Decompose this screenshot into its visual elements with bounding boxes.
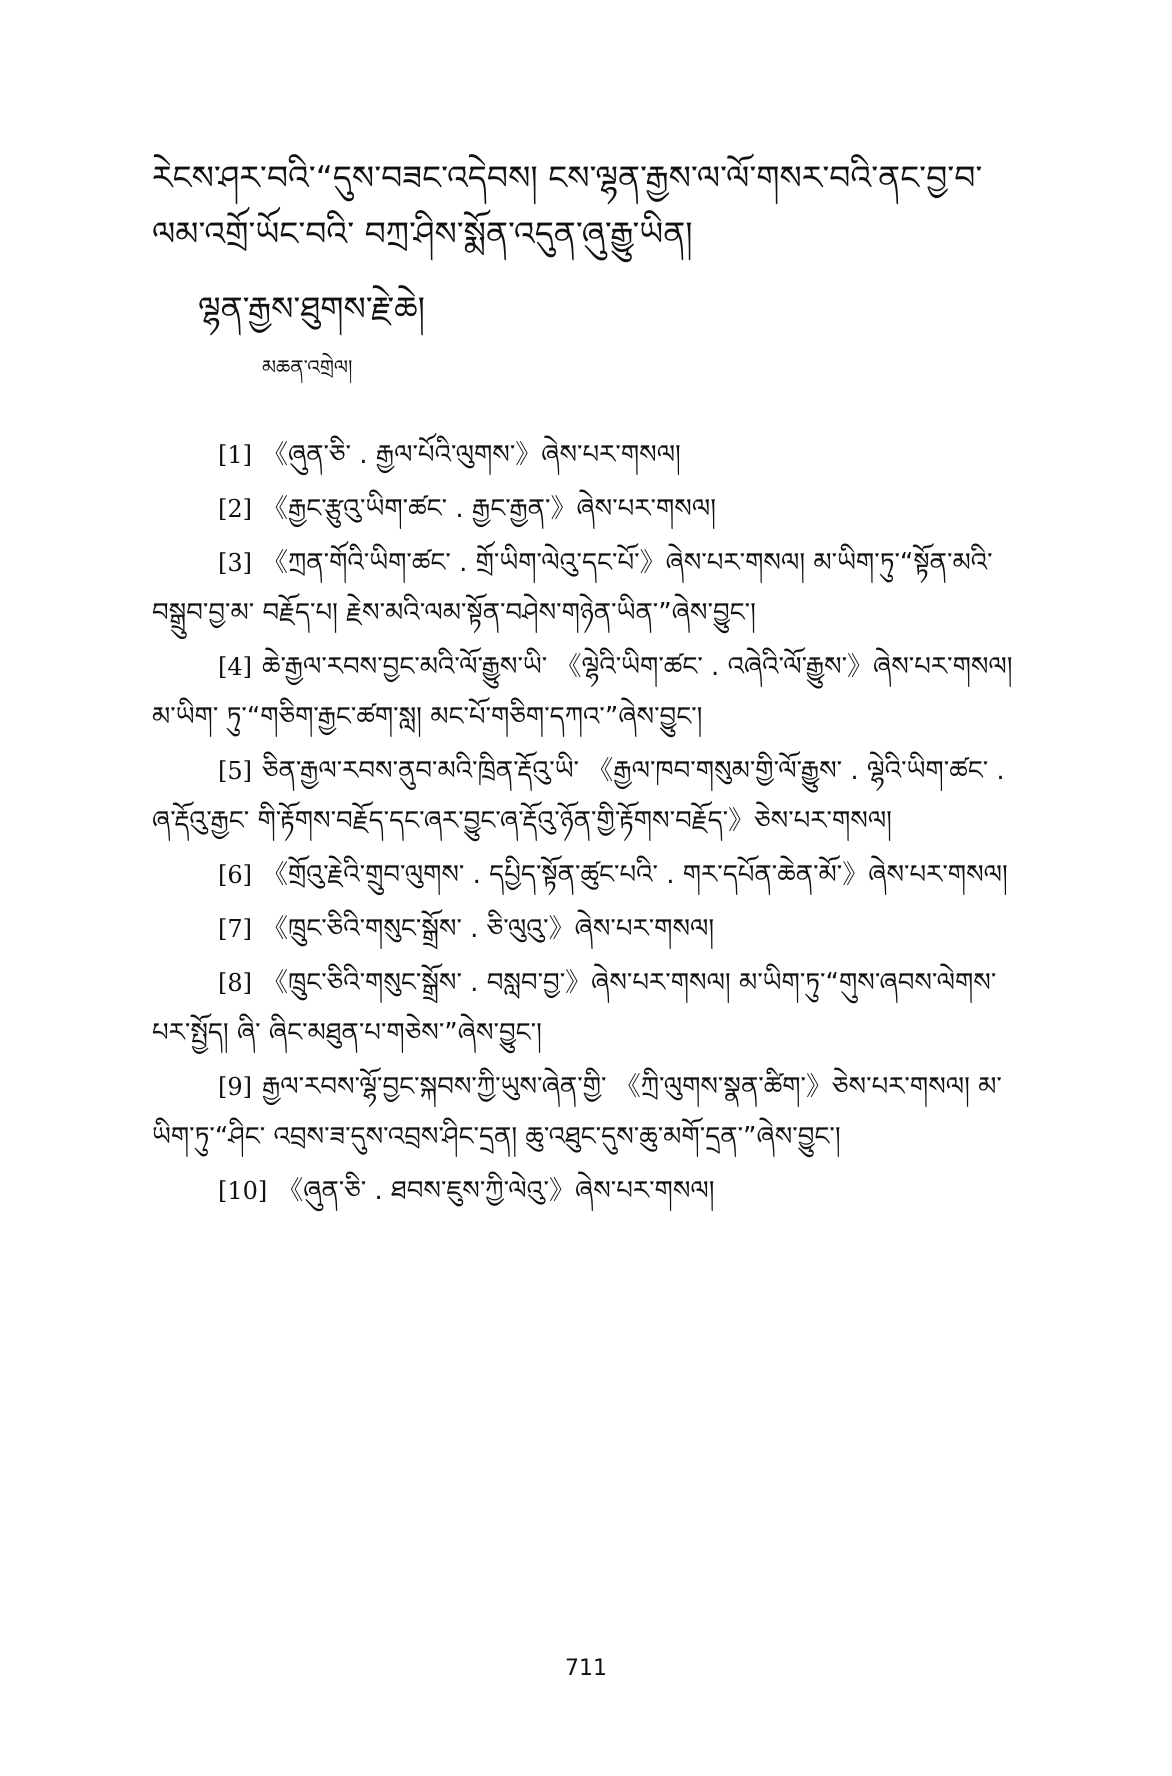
note-text: ཅིན་རྒྱལ་རབས་ནུབ་མའི་ཁྲིན་རྡོའུ་ཡི་ 《རྒྱལ་ཁབ་གསུམ་གྱི་ལོ་རྒྱུས་ . ལྷེའི་ཡིག་ཚང་ . ཞ་རྡོའུ་རྒྱང་ གི་རྟོགས་བརྗོད་དང་ཞར་བྱུང་ཞ་རྡོའུ་ཉོན་གྱི་རྟོགས་བརྗོད་》ཅེས་པར་གསལ།: [152, 756, 1005, 836]
note-text: 《རྒྱང་རྩུའུ་ཡིག་ཚང་ . རྒྱང་རྒྱན་》ཞེས་པར་གསལ།: [262, 494, 716, 524]
note-item: [152, 958, 1032, 1058]
note-text: 《ཁྲུང་ཅིའི་གསུང་སྒྲོས་ . ཅི་ལུའུ་》ཞེས་པར་གསལ།: [262, 914, 715, 944]
notes-heading: མཆན་འགྲེལ།: [262, 355, 353, 379]
note-item: [152, 850, 1032, 900]
note-number: [1]: [218, 441, 252, 469]
note-text: 《ཀྲན་གོའི་ཡིག་ཚང་ . གྲོ་ཡིག་ལེའུ་དང་པོ་》ཞེས་པར་གསལ། མ་ཡིག་ཏུ་“སྟོན་མའི་བསྒྲུབ་བྱ་མ་ བརྗོད་པ། རྗེས་མའི་ལམ་སྟོན་བཤེས་གཉེན་ཡིན་”ཞེས་བྱུང་།: [152, 548, 993, 628]
note-number: [8]: [218, 969, 252, 997]
note-number: [9]: [218, 1073, 252, 1101]
note-item: [152, 746, 1032, 846]
note-item: [152, 642, 1032, 742]
notes-list: [152, 430, 1032, 1220]
note-item: [152, 1062, 1032, 1162]
note-item: [152, 430, 1032, 480]
body-paragraph: རེངས་ཤར་བའི་“དུས་བཟང་འདེབས། ངས་ལྷན་རྒྱས་ལ་ལོ་གསར་བའི་ནང་བྱ་བ་ལམ་འགྲོ་ཡོང་བའི་ བཀྲ་ཤིས་སྨོན་འདུན་ཞུ་རྒྱུ་ཡིན།: [152, 158, 983, 253]
note-number: [7]: [218, 915, 252, 943]
note-text: 《ཞུན་ཅི་ . ཐབས་ཇུས་ཀྱི་ལེའུ་》ཞེས་པར་གསལ།: [277, 1176, 715, 1206]
note-item: [152, 1166, 1032, 1216]
note-item: [152, 538, 1032, 638]
note-item: [152, 904, 1032, 954]
closing-line: ལྷན་རྒྱས་ཐུགས་རྗེ་ཆེ།: [198, 289, 426, 328]
note-number: [2]: [218, 495, 252, 523]
page-number: 711: [565, 1656, 607, 1681]
note-number: [4]: [218, 653, 252, 681]
note-number: [10]: [218, 1177, 268, 1205]
note-text: ཆེ་རྒྱལ་རབས་བྱང་མའི་ལོ་རྒྱུས་ཡི་ 《ལྷེའི་ཡིག་ཚང་ . འཞེའི་ལོ་རྒྱུས་》ཞེས་པར་གསལ། མ་ཡིག་ ཏུ་“གཅིག་རྒྱང་ཚག་སླ། མང་པོ་གཅིག་དཀའ་”ཞེས་བྱུང་།: [152, 652, 1013, 732]
note-number: [3]: [218, 549, 252, 577]
note-number: [6]: [218, 861, 252, 889]
note-text: རྒྱལ་རབས་ལྷོ་བྱང་སྐབས་ཀྱི་ཡུས་ཞེན་གྱི་ 《ཀྲི་ལུགས་སྣན་ཚིག་》ཅེས་པར་གསལ། མ་ཡིག་ཏུ་“ཤིང་ འབྲས་ཟ་དུས་འབྲས་ཤིང་དྲན། ཆུ་འཐུང་དུས་ཆུ་མགོ་དྲན་”ཞེས་བྱུང་།: [152, 1072, 1002, 1152]
note-text: 《ཞུན་ཅི་ . རྒྱལ་པོའི་ལུགས་》ཞེས་པར་གསལ།: [262, 440, 681, 470]
note-text: 《གྲོའུ་རྗེའི་གྲུབ་ལུགས་ . དཔྱིད་སྟོན་ཚུང་པའི་ . གར་དཔོན་ཆེན་མོ་》ཞེས་པར་གསལ།: [262, 860, 1008, 890]
note-item: [152, 484, 1032, 534]
note-text: 《ཁྲུང་ཅིའི་གསུང་སྒྲོས་ . བསླབ་བྱ་》ཞེས་པར་གསལ། མ་ཡིག་ཏུ་“གུས་ཞབས་ལེགས་པར་སྤྱོད། ཞི་ ཞིང་མཐུན་པ་གཅེས་”ཞེས་བྱུང་།: [152, 968, 997, 1048]
note-number: [5]: [218, 757, 252, 785]
